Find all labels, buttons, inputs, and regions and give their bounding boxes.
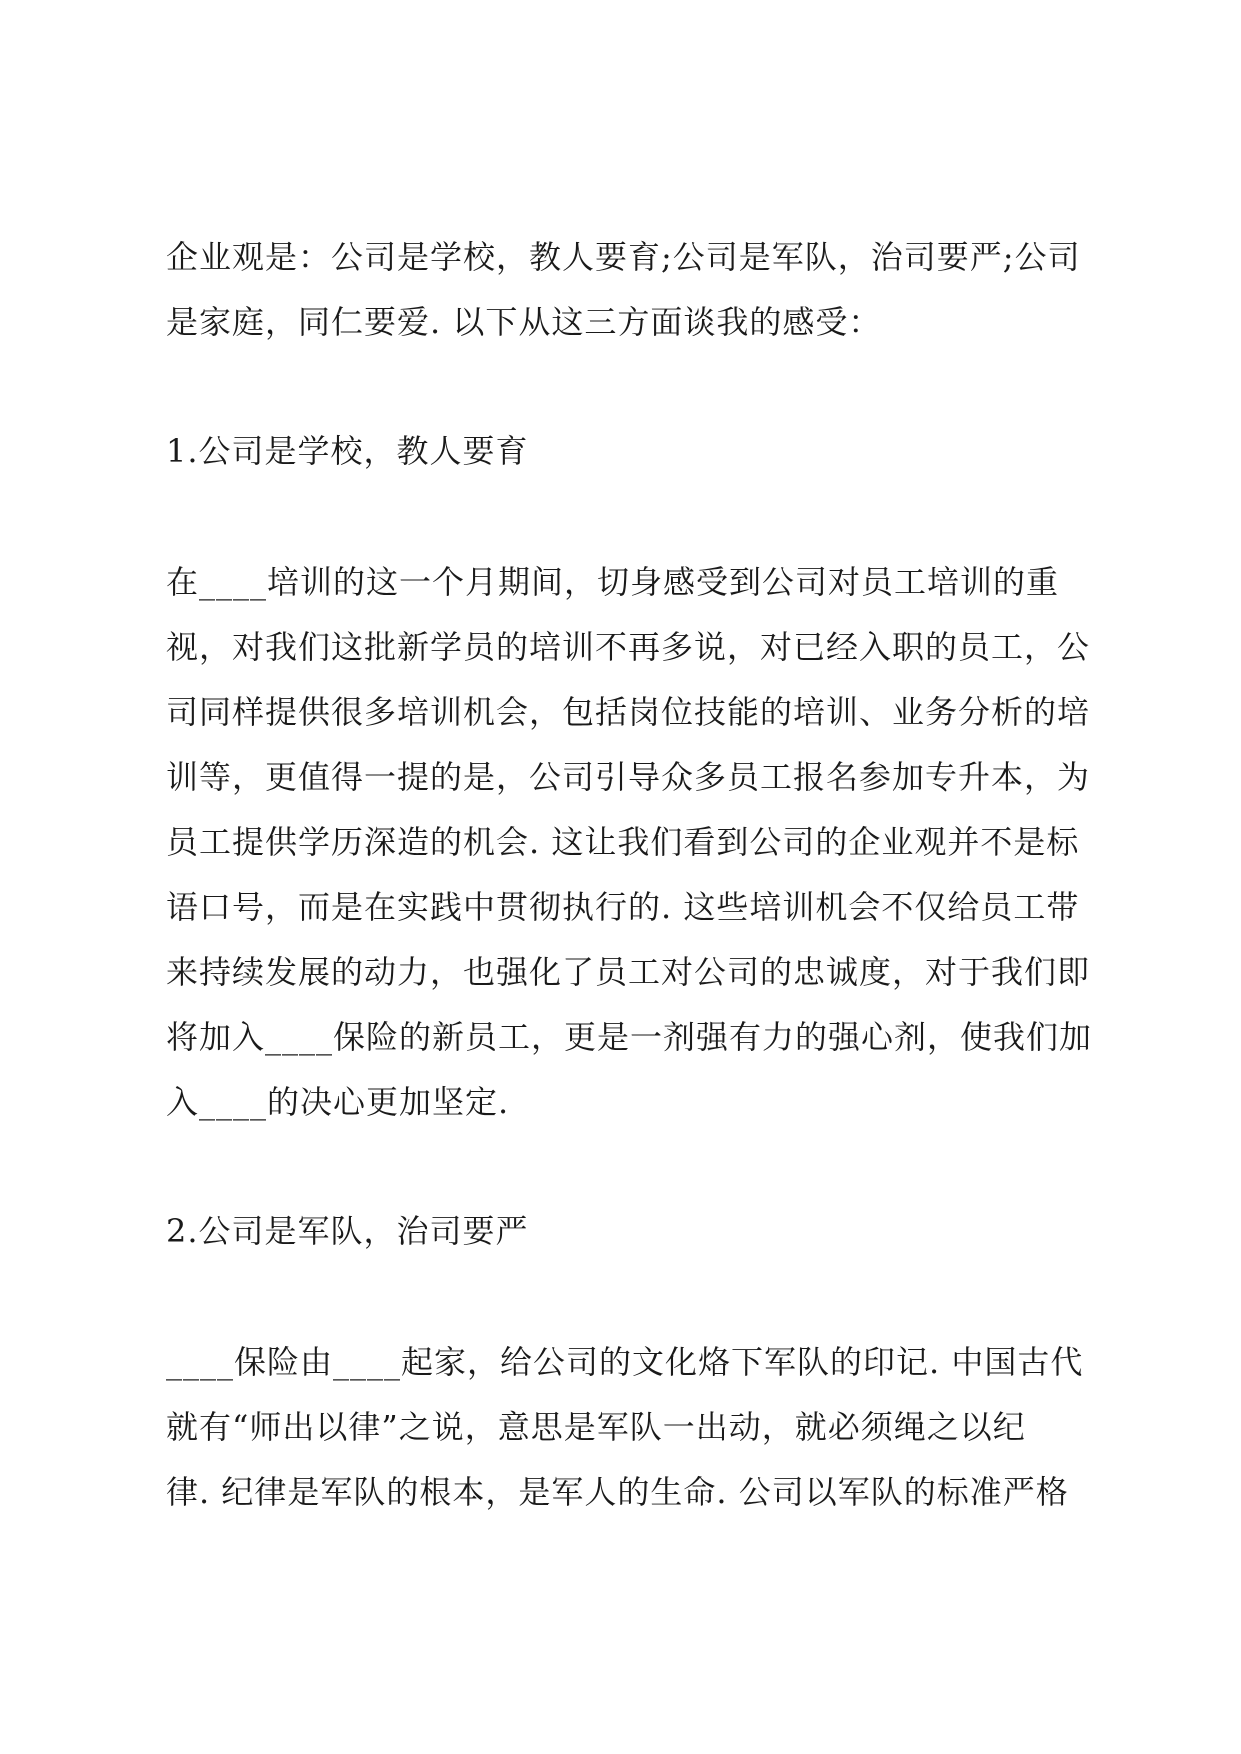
intro-paragraph	[166, 225, 1096, 355]
text-line: 将加入____保险的新员工，更是一剂强有力的强心剂，使我们加	[166, 1018, 1093, 1056]
text-line: 来持续发展的动力，也强化了员工对公司的忠诚度，对于我们即	[166, 953, 1091, 991]
text-line: 是家庭，同仁要爱. 以下从这三方面谈我的感受：	[166, 303, 882, 341]
text-line: 就有“师出以律”之说，意思是军队一出动，就必须绳之以纪	[166, 1408, 1026, 1446]
document-page	[166, 225, 1096, 1525]
text-line: 司同样提供很多培训机会，包括岗位技能的培训、业务分析的培	[166, 693, 1091, 731]
text-line: 入____的决心更加坚定.	[166, 1083, 510, 1121]
text-line: ____保险由____起家，给公司的文化烙下军队的印记. 中国古代	[166, 1343, 1084, 1381]
text-line: 员工提供学历深造的机会. 这让我们看到公司的企业观并不是标	[166, 823, 1080, 861]
section2-paragraph	[166, 1330, 1096, 1525]
text-line: 语口号，而是在实践中贯彻执行的. 这些培训机会不仅给员工带	[166, 888, 1080, 926]
section-heading: 2.公司是军队，治司要严	[166, 1212, 529, 1250]
text-line: 训等，更值得一提的是，公司引导众多员工报名参加专升本，为	[166, 758, 1091, 796]
section1-paragraph	[166, 550, 1096, 1135]
text-line: 在____培训的这一个月期间，切身感受到公司对员工培训的重	[166, 563, 1060, 601]
text-line: 律. 纪律是军队的根本，是军人的生命. 公司以军队的标准严格	[166, 1473, 1069, 1511]
text-line: 视，对我们这批新学员的培训不再多说，对已经入职的员工，公	[166, 628, 1091, 666]
section-heading: 1.公司是学校，教人要育	[166, 432, 529, 470]
text-line: 企业观是：公司是学校，教人要育;公司是军队，治司要严;公司	[166, 238, 1081, 276]
